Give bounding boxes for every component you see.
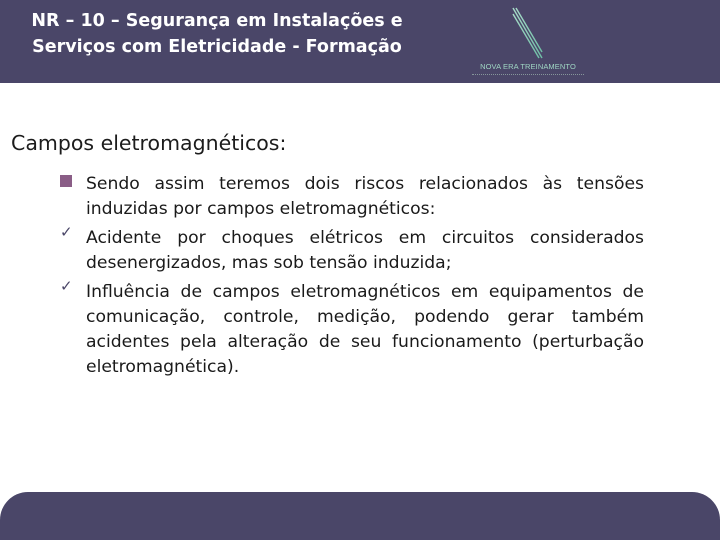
logo-n-mark-icon [468,4,588,62]
list-item [60,277,644,380]
footer-bar [0,492,720,540]
bullet-text: Sendo assim teremos dois riscos relacionados às tensões induzidas por campos eletromagnéticos: [86,174,644,219]
list-item [60,223,644,276]
bullet-text: Acidente por choques elétricos em circuitos considerados desenergizados, mas sob tensão induzida; [86,228,644,273]
title-line-2: Serviços com Eletricidade - Formação [32,37,402,57]
logo-text: NOVA ERA TREINAMENTO [480,62,576,71]
header-bar [0,0,720,83]
company-logo [468,4,588,80]
page-title [14,8,420,60]
section-heading: Campos eletromagnéticos: [11,131,287,155]
bullet-list [60,172,644,384]
list-item [60,172,644,222]
checkmark-icon: ✓ [60,223,73,241]
bullet-text: Influência de campos eletromagnéticos em equipamentos de comunicação, controle, medição, podendo gerar também acidentes pela alteração de seu funcionamento (perturbação eletromagnética). [86,282,644,377]
checkmark-icon: ✓ [60,277,73,295]
logo-tagline-line [472,74,584,77]
title-line-1: NR – 10 – Segurança em Instalações e [31,11,403,31]
square-bullet-icon [60,175,72,187]
